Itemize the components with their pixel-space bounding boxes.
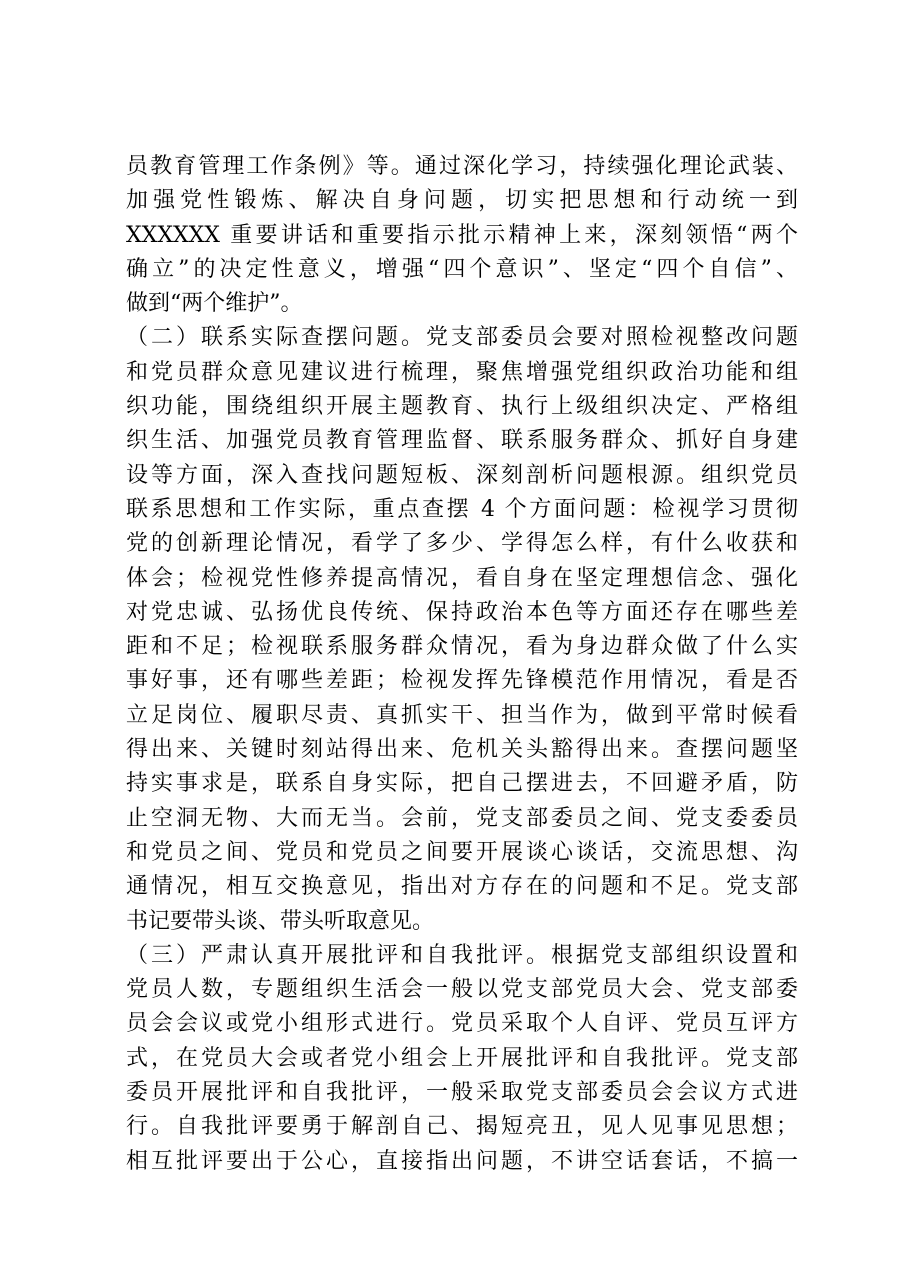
text-line: 距和不足；检视联系服务群众情况，看为身边群众做了什么实 (126, 634, 798, 660)
section-heading-line: （三）严肃认真开展批评和自我批评。根据党支部组织设置和 (126, 942, 798, 968)
text-line: 设等方面，深入查找问题短板、深刻剖析问题根源。组织党员 (126, 462, 798, 488)
text-line: 确立”的决定性意义，增强“四个意识”、坚定“四个自信”、 (126, 256, 798, 282)
text-line: 加强党性锻炼、解决自身问题，切实把思想和行动统一到 (126, 188, 798, 214)
text-line: 员教育管理工作条例》等。通过深化学习，持续强化理论武装、 (126, 154, 798, 179)
text-line: 相互批评要出于公心，直接指出问题，不讲空话套话，不搞一 (126, 1148, 798, 1174)
body-text (126, 150, 798, 1179)
text-line: XXXXXX 重要讲话和重要指示批示精神上来，深刻领悟“两个 (126, 222, 798, 248)
text-line: 党的创新理论情况，看学了多少、学得怎么样，有什么收获和 (126, 531, 798, 557)
text-line: 得出来、关键时刻站得出来、危机关头豁得出来。查摆问题坚 (126, 737, 798, 763)
text-line: 通情况，相互交换意见，指出对方存在的问题和不足。党支部 (126, 874, 798, 900)
text-line: 式，在党员大会或者党小组会上开展批评和自我批评。党支部 (126, 1045, 798, 1071)
text-line: 事好事，还有哪些差距；检视发挥先锋模范作用情况，看是否 (126, 668, 798, 694)
text-line: 员会会议或党小组形式进行。党员采取个人自评、党员互评方 (126, 1011, 798, 1037)
text-line: 织功能，围绕组织开展主题教育、执行上级组织决定、严格组 (126, 394, 798, 420)
text-line: 和党员群众意见建议进行梳理，聚焦增强党组织政治功能和组 (126, 359, 798, 385)
text-line: 立足岗位、履职尽责、真抓实干、担当作为，做到平常时候看 (126, 702, 798, 728)
text-line: 止空洞无物、大而无当。会前，党支部委员之间、党支委委员 (126, 805, 798, 831)
text-line: 织生活、加强党员教育管理监督、联系服务群众、抓好自身建 (126, 428, 798, 454)
text-line: 党员人数，专题组织生活会一般以党支部党员大会、党支部委 (126, 977, 798, 1003)
text-line: 和党员之间、党员和党员之间要开展谈心谈话，交流思想、沟 (126, 839, 798, 865)
text-line: 体会；检视党性修养提高情况，看自身在坚定理想信念、强化 (126, 565, 798, 591)
text-line: 联系思想和工作实际，重点查摆 4 个方面问题：检视学习贯彻 (126, 496, 798, 522)
text-line: 做到“两个维护”。 (126, 291, 303, 317)
text-line: 行。自我批评要勇于解剖自己、揭短亮丑，见人见事见思想； (126, 1114, 798, 1140)
text-line: 书记要带头谈、带头听取意见。 (126, 908, 435, 934)
text-line: 委员开展批评和自我批评，一般采取党支部委员会会议方式进 (126, 1080, 798, 1106)
text-line: 对党忠诚、弘扬优良传统、保持政治本色等方面还存在哪些差 (126, 599, 798, 625)
text-line: 持实事求是，联系自身实际，把自己摆进去，不回避矛盾，防 (126, 771, 798, 797)
section-heading-line: （二）联系实际查摆问题。党支部委员会要对照检视整改问题 (126, 325, 798, 351)
